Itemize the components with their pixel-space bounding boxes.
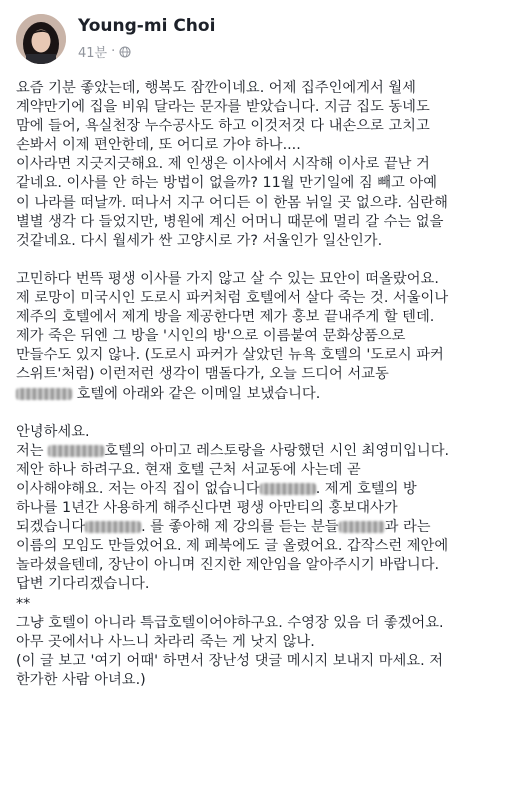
globe-icon[interactable] (119, 46, 131, 58)
post-text-line: 답변 기다리겠습니다. (16, 576, 150, 593)
post-text-line: 같네요. 이사를 안 하는 방법이 없을까? 11월 만기일에 짐 빼고 아예 (16, 175, 438, 192)
post-text-line: 계약만기에 집을 비워 달라는 문자를 받았습니다. 지금 집도 동네도 (16, 99, 430, 116)
post-text-line: 제주의 호텔에서 제게 방을 제공한다면 제가 홍보 끝내주게 할 텐데. (16, 309, 435, 326)
redacted-name (339, 521, 385, 533)
redacted-name (85, 521, 141, 533)
post-text-line: 하나를 1년간 사용하게 해주신다면 평생 아만티의 홍보대사가 (16, 500, 398, 517)
post-text-line: 스위트'처럼) 이런저런 생각이 맴돌다가, 오늘 드디어 서교동 (16, 366, 389, 383)
post-text-line: 되겠습니다 . 를 좋아해 제 강의를 듣는 분들 과 라는 (16, 519, 431, 536)
post-text-line: 만들수도 있지 않나. (도로시 파커가 살았던 뉴욕 호텔의 '도로시 파커 (16, 347, 444, 364)
post-text-line: 제가 죽은 뒤엔 그 방을 '시인의 방'으로 이름붙여 문화상품으로 (16, 328, 406, 345)
post-paragraph (16, 79, 511, 251)
post-text-line: 것같네요. 다시 월세가 싼 고양시로 가? 서울인가 일산인가. (16, 232, 383, 249)
post-text-line: 호텔에 아래와 같은 이메일 보냈습니다. (16, 385, 511, 404)
redacted-name (260, 483, 316, 495)
post-text-line: 안녕하세요. (16, 423, 90, 440)
paragraph-gap (16, 404, 511, 423)
post-text-line: 아무 곳에서나 사느니 차라리 죽는 게 낫지 않나. (16, 633, 315, 650)
post-text-line: 손봐서 이제 편안한데, 또 어디로 가야 하나.... (16, 137, 301, 154)
post-text-line: 놀라셨을텐데, 장난이 아니며 진지한 제안임을 알아주시기 바랍니다. (16, 557, 440, 574)
post-timestamp[interactable]: 41분 (78, 46, 108, 61)
post-text-line: 이사라면 지긋지긋해요. 제 인생은 이사에서 시작해 이사로 끝난 거 (16, 156, 430, 173)
post-text-line: 이름의 모임도 만들었어요. 제 페북에도 글 올렸어요. 갑작스런 제안에 (16, 538, 449, 555)
post-text-line: 요즘 기분 좋았는데, 행복도 잠깐이네요. 어제 집주인에게서 월세 (16, 80, 416, 96)
post-header (0, 0, 519, 86)
redacted-name (16, 388, 72, 400)
post-text-line: 별별 생각 다 들었지만, 병원에 계신 어머니 때문에 멀리 갈 수는 없을 (16, 213, 444, 230)
post-text-line: 제 로망이 미국시인 도로시 파커처럼 호텔에서 살다 죽는 것. 서울이나 (16, 290, 449, 307)
author-name[interactable]: Young-mi Choi (78, 16, 216, 36)
meta-separator: · (111, 44, 116, 59)
post-text-line: (이 글 보고 '여기 어때' 하면서 장난성 댓글 메시지 보내지 마세요. 저 (16, 652, 444, 669)
post-text-line: 이 나라를 떠날까. 떠나서 지구 어디든 이 한몸 뉘일 곳 없으랴. 심란해 (16, 194, 448, 211)
post-paragraph (16, 423, 511, 690)
paragraph-gap (16, 251, 511, 270)
post-text-line: 고민하다 번뜩 평생 이사를 가지 않고 살 수 있는 묘안이 떠올랐어요. (16, 270, 439, 287)
redacted-name (48, 445, 104, 457)
post-text-line: 그냥 호텔이 아니라 특급호텔이어야하구요. 수영장 있음 더 좋겠어요. (16, 614, 444, 631)
post-text-line: 저는 호텔의 아미고 레스토랑을 사랑했던 시인 최영미입니다. (16, 442, 450, 459)
post-text-line: ** (16, 595, 31, 612)
profile-photo (16, 14, 66, 64)
post-meta (78, 42, 131, 61)
post-text-line: 이사해야해요. 저는 아직 집이 없습니다 . 제게 호텔의 방 (16, 480, 417, 497)
post-paragraph (16, 270, 511, 404)
post-text-line: 제안 하나 하려구요. 현재 호텔 근처 서교동에 사는데 곧 (16, 461, 361, 478)
post-body (16, 79, 511, 690)
post-text-line: 한가한 사람 아녀요.) (16, 671, 146, 688)
avatar[interactable] (16, 14, 66, 64)
post-text-line: 맘에 들어, 욕실천장 누수공사도 하고 이것저것 다 내손으로 고치고 (16, 118, 430, 135)
